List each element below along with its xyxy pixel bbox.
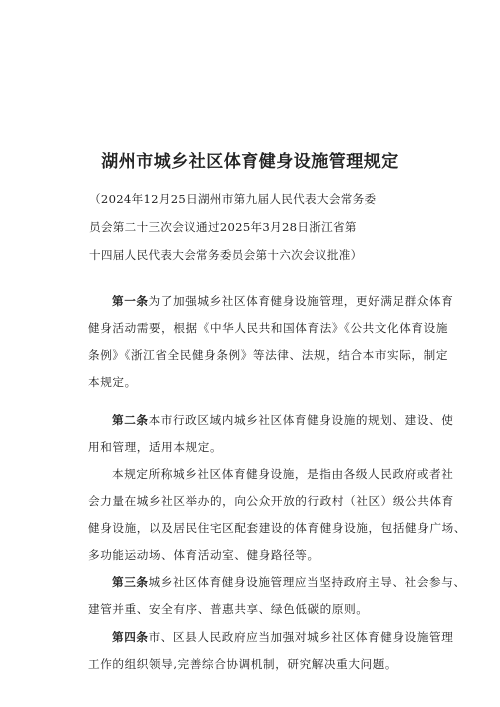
article-3-text: 城乡社区体育健身设施管理应当坚持政府主导、社会参与、 bbox=[148, 575, 466, 589]
article-1-line-4: 本规定。 bbox=[88, 375, 137, 389]
article-2-line-2: 用和管理，适用本规定。 bbox=[88, 440, 223, 454]
article-1-text: 为了加强城乡社区体育健身设施管理，更好满足群众体育 bbox=[148, 294, 454, 308]
article-3-heading: 第三条 bbox=[112, 575, 149, 589]
document-title: 湖州市城乡社区体育健身设施管理规定 bbox=[101, 152, 399, 172]
article-2-para-2-line-2: 会力量在城乡社区举办的，向公众开放的行政村（社区）级公共体育 bbox=[88, 494, 454, 508]
article-4-line-2: 工作的组织领导,完善综合协调机制，研究解决重大问题。 bbox=[88, 657, 398, 671]
article-3-line-2: 建管并重、安全有序、普惠共享、绿色低碳的原则。 bbox=[88, 602, 369, 616]
article-2-first-line bbox=[112, 412, 454, 428]
article-2-heading: 第二条 bbox=[112, 413, 149, 427]
article-4-heading: 第四条 bbox=[112, 630, 149, 644]
adoption-note-line-1: （2024年12月25日湖州市第九届人民代表大会常务委 bbox=[89, 192, 377, 206]
article-4-text: 市、区县人民政府应当加强对城乡社区体育健身设施管理 bbox=[148, 630, 454, 644]
adoption-note-line-2: 员会第二十三次会议通过2025年3月28日浙江省第 bbox=[89, 220, 357, 234]
adoption-note-line-3: 十四届人民代表大会常务委员会第十六次会议批准） bbox=[89, 248, 363, 262]
article-1-heading: 第一条 bbox=[112, 294, 149, 308]
article-1-line-2: 健身活动需要，根据《中华人民共和国体育法》《公共文化体育设施 bbox=[88, 321, 449, 335]
article-1-line-3: 条例》《浙江省全民健身条例》等法律、法规，结合本市实际，制定 bbox=[88, 348, 449, 362]
article-4-first-line bbox=[112, 629, 454, 645]
article-2-para-2-line-3: 健身设施，以及居民住宅区配套建设的体育健身设施，包括健身广场、 bbox=[88, 521, 467, 535]
article-3-first-line bbox=[112, 574, 466, 590]
article-2-para-2-line-4: 多功能运动场、体育活动室、健身路径等。 bbox=[88, 548, 320, 562]
article-2-para-2-line-1: 本规定所称城乡社区体育健身设施，是指由各级人民政府或者社 bbox=[112, 467, 454, 481]
article-2-text: 本市行政区域内城乡社区体育健身设施的规划、建设、使 bbox=[148, 413, 454, 427]
article-1-first-line bbox=[112, 293, 454, 309]
